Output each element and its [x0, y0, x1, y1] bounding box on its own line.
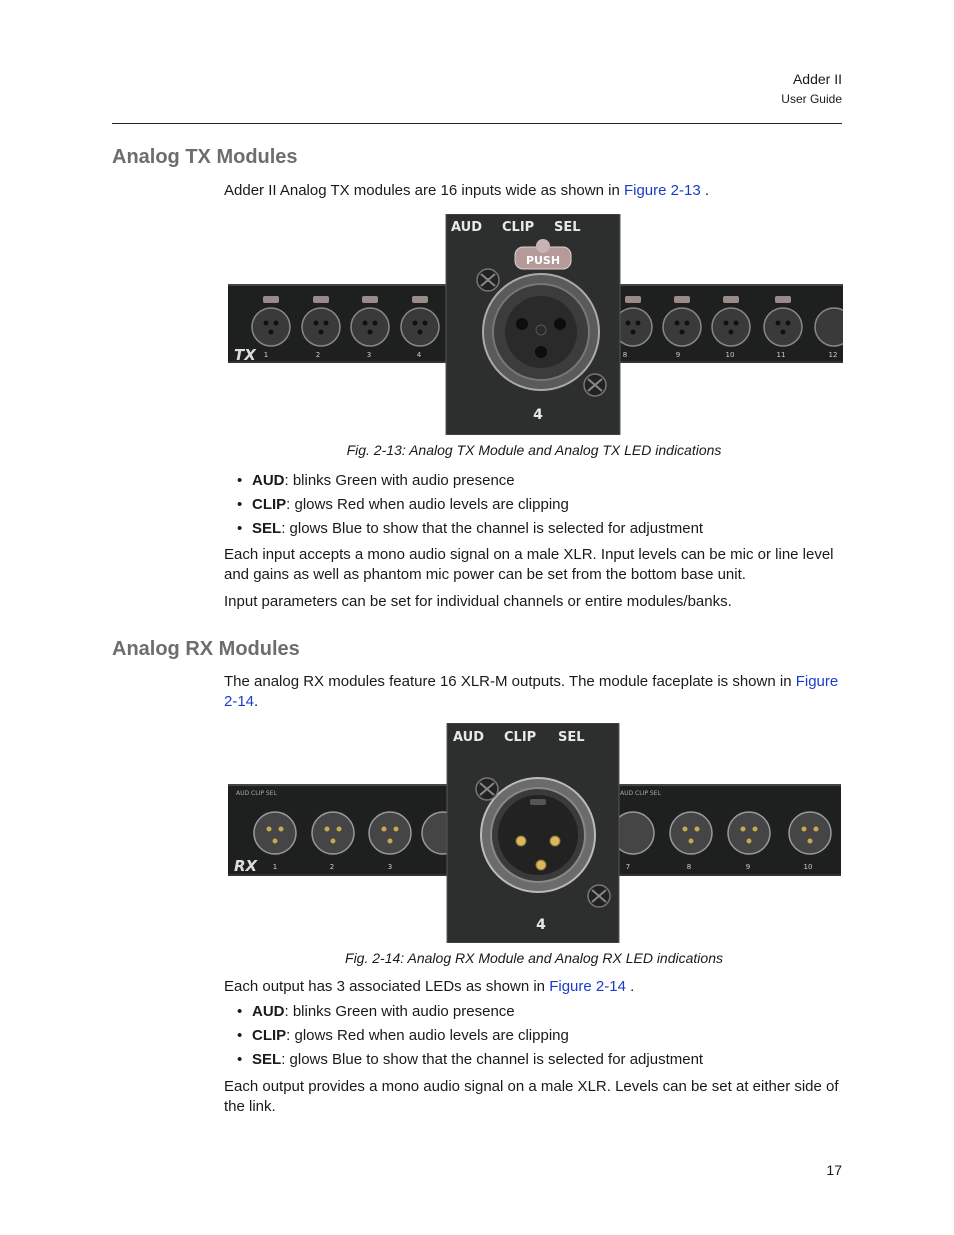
tx-channel-10: 10 — [725, 351, 735, 359]
tx-module-label: TX — [234, 346, 256, 364]
rx-module-label: RX — [234, 857, 258, 875]
rx-channel-1: 1 — [272, 863, 278, 871]
led-term: AUD — [252, 1003, 285, 1020]
list-item — [224, 1002, 844, 1026]
rx-paragraph-1: Each output provides a mono audio signal on a male XLR. Levels can be set at either side of the link. — [224, 1078, 839, 1115]
list-item — [224, 1050, 844, 1074]
tx-channel-12: 12 — [828, 351, 838, 359]
rx-channel-2: 2 — [329, 863, 335, 871]
tx-channel-9: 9 — [675, 351, 681, 359]
tx-intro-end: . — [700, 182, 710, 199]
figure-2-14-link-2[interactable]: Figure 2-14 — [549, 978, 626, 995]
led-desc: : blinks Green with audio presence — [284, 1003, 515, 1020]
figure-2-13-link[interactable]: Figure 2-13 — [623, 182, 701, 199]
tx-module-figure — [228, 214, 843, 435]
tx-intro — [224, 181, 844, 201]
header-rule — [112, 123, 842, 124]
led-desc: : glows Blue to show that the channel is selected for adjustment — [281, 520, 704, 537]
rx-intro-end: . — [254, 693, 259, 710]
led-term: AUD — [252, 472, 285, 489]
led-desc: : blinks Green with audio presence — [284, 472, 515, 489]
tx-channel-11: 11 — [776, 351, 786, 359]
rx-sel-label: SEL — [558, 730, 585, 745]
tx-aud-label: AUD — [451, 220, 483, 235]
tx-figure-caption: Fig. 2-13: Analog TX Module and Analog TX LED indications — [346, 442, 722, 458]
rx-channel-3: 3 — [387, 863, 393, 871]
rx-intro-text: The analog RX modules feature 16 XLR-M outputs. The module faceplate is shown in — [224, 673, 796, 690]
tx-paragraph-2: Input parameters can be set for individual channels or entire modules/banks. — [224, 593, 732, 610]
tx-channel-2: 2 — [315, 351, 321, 359]
tx-intro-text: Adder II Analog TX modules are 16 inputs wide as shown in — [224, 182, 624, 199]
list-item — [224, 1026, 844, 1050]
rx-channel-10: 10 — [803, 863, 813, 871]
led-term: SEL — [252, 1051, 282, 1068]
list-item — [224, 495, 844, 519]
rx-zoom-number: 4 — [536, 917, 546, 933]
rx-led-list — [224, 1002, 844, 1074]
led-desc: : glows Red when audio levels are clipping — [286, 1027, 569, 1044]
list-item — [224, 519, 844, 543]
tx-clip-label: CLIP — [502, 220, 535, 235]
led-term: CLIP — [252, 496, 287, 513]
rx-aud-label: AUD — [453, 730, 485, 745]
rx-outputs-end: . — [625, 978, 635, 995]
figure-2-14-link[interactable]: Figure 2-14 — [224, 673, 839, 710]
led-term: CLIP — [252, 1027, 287, 1044]
tx-led-list — [224, 471, 844, 543]
list-item — [224, 471, 844, 495]
rx-clip-label: CLIP — [504, 730, 537, 745]
rx-module-figure — [228, 723, 841, 943]
header-title: Adder II — [792, 71, 842, 87]
page-number: 17 — [826, 1162, 842, 1178]
tx-zoom-number: 4 — [533, 407, 543, 423]
tx-push-label: PUSH — [525, 254, 561, 267]
rx-figure-caption: Fig. 2-14: Analog RX Module and Analog RX LED indications — [345, 950, 723, 966]
tx-channel-1: 1 — [263, 351, 269, 359]
tx-sel-label: SEL — [554, 220, 581, 235]
svg-text:AUD CLIP SEL: AUD CLIP SEL — [236, 790, 277, 797]
header-subtitle: User Guide — [781, 92, 842, 106]
rx-outputs-intro — [224, 977, 844, 997]
tx-channel-4: 4 — [416, 351, 422, 359]
tx-heading: Analog TX Modules — [112, 146, 298, 168]
rx-channel-7: 7 — [625, 863, 631, 871]
tx-channel-8: 8 — [622, 351, 628, 359]
led-term: SEL — [252, 520, 282, 537]
rx-intro — [224, 672, 844, 712]
tx-channel-3: 3 — [366, 351, 372, 359]
rx-heading: Analog RX Modules — [112, 638, 300, 660]
rx-channel-8: 8 — [686, 863, 692, 871]
led-desc: : glows Red when audio levels are clipping — [286, 496, 569, 513]
led-desc: : glows Blue to show that the channel is selected for adjustment — [281, 1051, 704, 1068]
tx-paragraph-1: Each input accepts a mono audio signal on a male XLR. Input levels can be mic or line level and gains as well as phantom mic power can be set from the bottom base unit. — [224, 546, 834, 583]
svg-text:AUD CLIP SEL: AUD CLIP SEL — [620, 790, 661, 797]
rx-outputs-text: Each output has 3 associated LEDs as shown in — [224, 978, 550, 995]
rx-channel-9: 9 — [745, 863, 751, 871]
